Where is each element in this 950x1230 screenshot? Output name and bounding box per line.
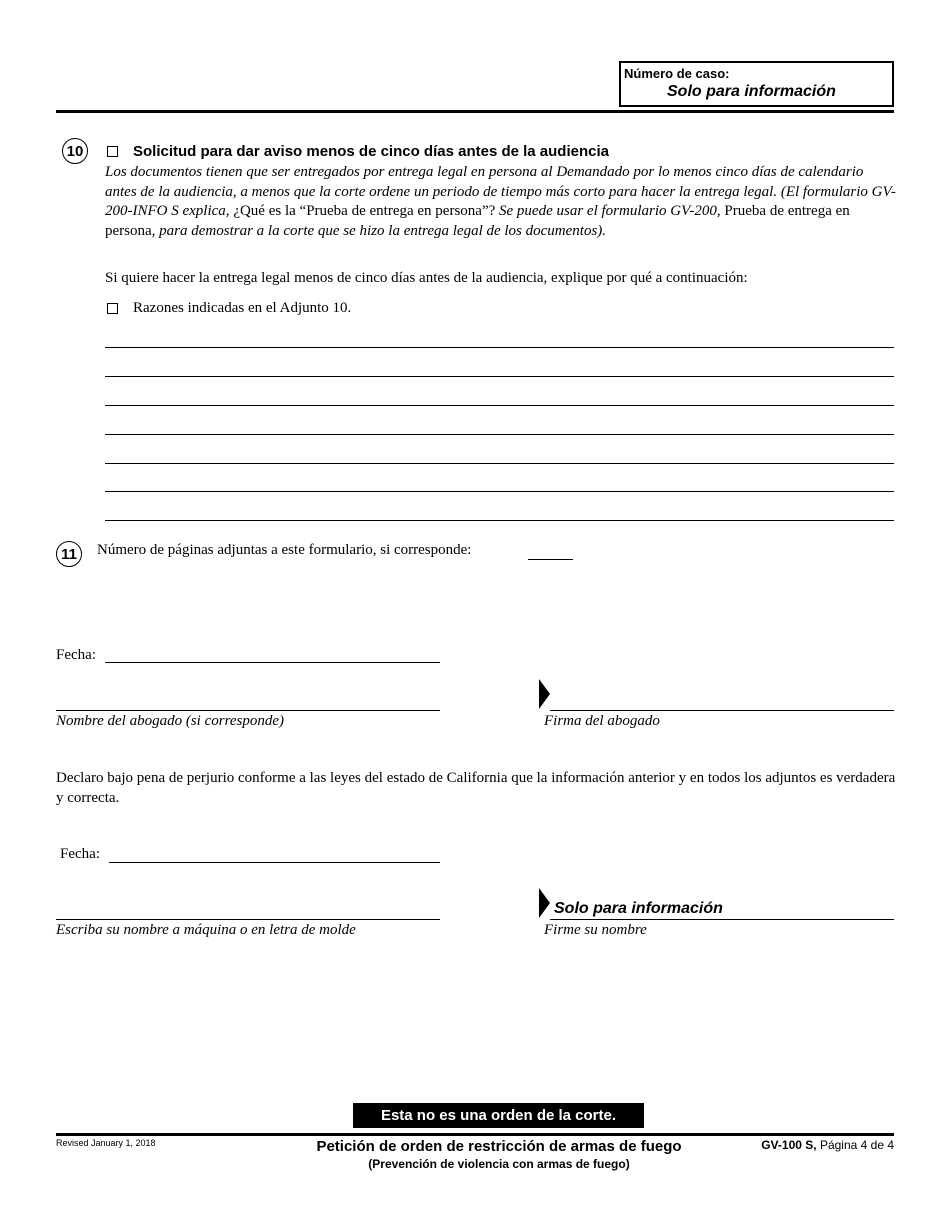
- not-court-order-banner: Esta no es una orden de la corte.: [353, 1103, 644, 1128]
- footer-divider: [56, 1133, 894, 1136]
- item-11-number: 11: [56, 541, 82, 567]
- item-10-number: 10: [62, 138, 88, 164]
- item-10-para-4: Prueba de entrega en persona: [105, 203, 850, 239]
- declarant-signature-value[interactable]: Solo para información: [554, 900, 723, 917]
- attachment-10-checkbox[interactable]: [107, 303, 118, 314]
- declaration-date-label: Fecha:: [60, 846, 100, 862]
- declarant-name-field[interactable]: [56, 919, 440, 920]
- reason-line-6[interactable]: [105, 491, 894, 492]
- item-10-para-1: Los documentos tienen que ser entregados por entrega legal en persona al Demandado por lo menos cinco días de calendario antes de la audiencia, a menos que la corte ordene un periodo de tiempo más corto para hacer la entrega legal. (El formulario GV-200-INFO S explica,: [105, 164, 896, 219]
- page-number: Página 4 de 4: [819, 1138, 894, 1152]
- item-11-text: Número de páginas adjuntas a este formulario, si corresponde:: [97, 542, 472, 558]
- item-10-para-5: , para demostrar a la corte que se hizo la entrega legal de los documentos).: [151, 222, 607, 239]
- revised-date: Revised January 1, 2018: [56, 1138, 156, 1148]
- item-10-checkbox[interactable]: [107, 146, 118, 157]
- declarant-signature-field[interactable]: [550, 919, 894, 920]
- attorney-date-label: Fecha:: [56, 647, 96, 663]
- form-code-page: [740, 1138, 894, 1152]
- signature-arrow-icon: [539, 679, 550, 709]
- item-10-para-2: ¿Qué es la “Prueba de entrega en persona”?: [233, 203, 496, 219]
- signature-arrow-icon: [539, 888, 550, 918]
- case-number-label: Número de caso:: [624, 66, 730, 81]
- reason-line-7[interactable]: [105, 520, 894, 521]
- declaration-text: Declaro bajo pena de perjurio conforme a las leyes del estado de California que la información anterior y en todos los adjuntos es verdadera y correcta.: [56, 770, 896, 806]
- form-title: Petición de orden de restricción de armas de fuego: [316, 1138, 682, 1155]
- declarant-signature-label: Firme su nombre: [544, 922, 647, 938]
- page-count-field[interactable]: [528, 559, 573, 560]
- top-divider: [56, 110, 894, 113]
- reason-line-3[interactable]: [105, 405, 894, 406]
- form-subtitle: (Prevención de violencia con armas de fuego): [368, 1157, 630, 1171]
- case-number-value[interactable]: Solo para información: [667, 83, 836, 100]
- declarant-name-label: Escriba su nombre a máquina o en letra de molde: [56, 922, 356, 938]
- reason-line-4[interactable]: [105, 434, 894, 435]
- item-10-title: Solicitud para dar aviso menos de cinco días antes de la audiencia: [133, 143, 609, 160]
- attorney-name-field[interactable]: [56, 710, 440, 711]
- attorney-name-label: Nombre del abogado (si corresponde): [56, 713, 285, 729]
- form-code: GV-100 S,: [761, 1138, 817, 1152]
- reason-line-5[interactable]: [105, 463, 894, 464]
- reason-line-1[interactable]: [105, 347, 894, 348]
- item-10-explain: Si quiere hacer la entrega legal menos de cinco días antes de la audiencia, explique por qué a continuación:: [105, 270, 748, 286]
- case-number-box: [619, 61, 894, 107]
- attorney-signature-label: Firma del abogado: [544, 713, 660, 729]
- attorney-date-field[interactable]: [105, 662, 440, 663]
- item-10-instructions: [105, 163, 897, 241]
- declaration-date-field[interactable]: [109, 862, 440, 863]
- reason-line-2[interactable]: [105, 376, 894, 377]
- attorney-signature-field[interactable]: [550, 710, 894, 711]
- attachment-10-label: Razones indicadas en el Adjunto 10.: [133, 300, 352, 316]
- item-10-para-3: Se puede usar el formulario GV-200,: [495, 203, 725, 219]
